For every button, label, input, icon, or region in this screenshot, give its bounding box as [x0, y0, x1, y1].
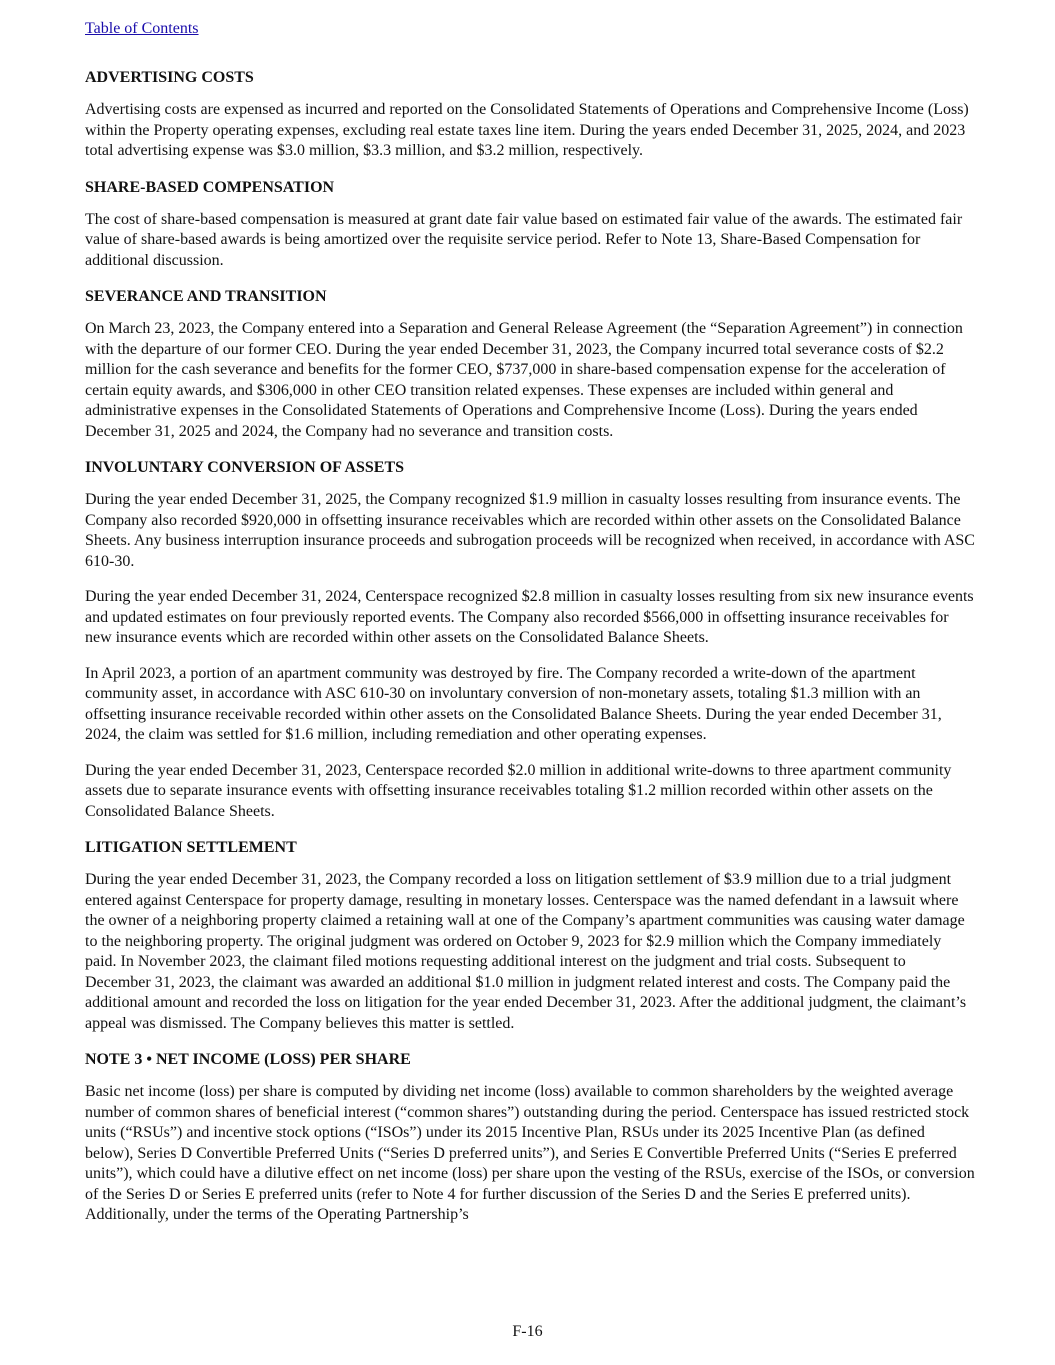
table-of-contents-link[interactable]: Table of Contents: [85, 20, 199, 37]
section-note-3-net-income-per-share: [85, 1049, 975, 1226]
paragraph: During the year ended December 31, 2023, Centerspace recorded $2.0 million in additional write-downs to three apartment community assets due to separate insurance events with offsetting insurance receivables totaling $1.2 million recorded within other assets on the Consolidated Balance Sheets.: [85, 761, 952, 820]
section-heading: LITIGATION SETTLEMENT: [85, 839, 297, 856]
section-advertising-costs: [85, 67, 975, 162]
paragraph: In April 2023, a portion of an apartment community was destroyed by fire. The Company recorded a write-down of the apartment community asset, in accordance with ASC 610-30 on involuntary conversion of non-monetary assets, totaling $1.3 million with an offsetting insurance receivable recorded within other assets on the Consolidated Balance Sheets. During the year ended December 31, 2024, the claim was settled for $1.6 million, including remediation and other operating expenses.: [85, 664, 942, 743]
section-heading: SHARE-BASED COMPENSATION: [85, 178, 335, 196]
paragraph: Basic net income (loss) per share is computed by dividing net income (loss) available to common shareholders by the weighted average number of common shares of beneficial interest (“common shares”) outstanding during the period. Centerspace has issued restricted stock units (“RSUs”) and incentive stock options (“ISOs”) under its 2015 Incentive Plan, RSUs under its 2025 Incentive Plan (as defined below), Series D Convertible Preferred Units (“Series D preferred units”), and Series E Convertible Preferred Units (“Series E preferred units”), which could have a dilutive effect on net income (loss) per share upon the vesting of the RSUs, exercise of the ISOs, or conversion of the Series D or Series E preferred units (refer to Note 4 for further discussion of the Series D and the Series E preferred units). Additionally, under the terms of the Operating Partnership’s: [85, 1083, 975, 1223]
section-heading: INVOLUNTARY CONVERSION OF ASSETS: [85, 459, 405, 476]
page-number: F-16: [512, 1323, 543, 1340]
section-heading: SEVERANCE AND TRANSITION: [85, 288, 327, 305]
section-litigation-settlement: [85, 837, 975, 1034]
paragraph: The cost of share-based compensation is measured at grant date fair value based on estimated fair value of the awards. The estimated fair value of share-based awards is being amortized over the requisite service period. Refer to Note 13, Share-Based Compensation for additional discussion.: [85, 210, 963, 269]
section-share-based-compensation: [85, 177, 975, 272]
section-heading: NOTE 3 • NET INCOME (LOSS) PER SHARE: [85, 1051, 411, 1068]
section-heading: ADVERTISING COSTS: [85, 69, 254, 86]
paragraph: During the year ended December 31, 2025, the Company recognized $1.9 million in casualty losses resulting from insurance events. The Company also recorded $920,000 in offsetting insurance receivables which are recorded within other assets on the Consolidated Balance Sheets. Any business interruption insurance proceeds and subrogation proceeds will be recognized when received, in accordance with ASC 610-30.: [85, 491, 975, 570]
document-page: [85, 18, 975, 1241]
section-involuntary-conversion: [85, 457, 975, 822]
paragraph: During the year ended December 31, 2023, the Company recorded a loss on litigation settlement of $3.9 million due to a trial judgment entered against Centerspace for property damage, resulting in monetary losses. Centerspace was the named defendant in a lawsuit where the owner of a neighboring property claimed a retaining wall at one of the Company’s apartment communities was causing water damage to the neighboring property. The original judgment was ordered on October 9, 2023 for $2.9 million which the Company immediately paid. In November 2023, the claimant filed motions requesting additional interest on the judgment and trial costs. Subsequent to December 31, 2023, the claimant was awarded an additional $1.0 million in judgment related interest and costs. The Company paid the additional amount and recorded the loss on litigation for the year ended December 31, 2023. After the additional judgment, the claimant’s appeal was dismissed. The Company believes this matter is settled.: [85, 871, 967, 1032]
section-severance-and-transition: [85, 286, 975, 442]
paragraph: During the year ended December 31, 2024, Centerspace recognized $2.8 million in casualty losses resulting from six new insurance events and updated estimates on four previously reported events. The Company also recorded $566,000 in offsetting insurance receivables for new insurance events which are recorded within other assets on the Consolidated Balance Sheets.: [85, 588, 974, 646]
paragraph: On March 23, 2023, the Company entered into a Separation and General Release Agreement (the “Separation Agreement”) in connection with the departure of our former CEO. During the year ended December 31, 2023, the Company incurred total severance costs of $2.2 million for the cash severance and benefits for the former CEO, $737,000 in share-based compensation expense for the acceleration of certain equity awards, and $306,000 in other CEO transition related expenses. These expenses are included within general and administrative expenses in the Consolidated Statements of Operations and Comprehensive Income (Loss). During the years ended December 31, 2025 and 2024, the Company had no severance and transition costs.: [85, 320, 963, 440]
paragraph: Advertising costs are expensed as incurred and reported on the Consolidated Statements of Operations and Comprehensive Income (Loss) within the Property operating expenses, excluding real estate taxes line item. During the years ended December 31, 2025, 2024, and 2023 total advertising expense was $3.0 million, $3.3 million, and $3.2 million, respectively.: [85, 101, 969, 159]
